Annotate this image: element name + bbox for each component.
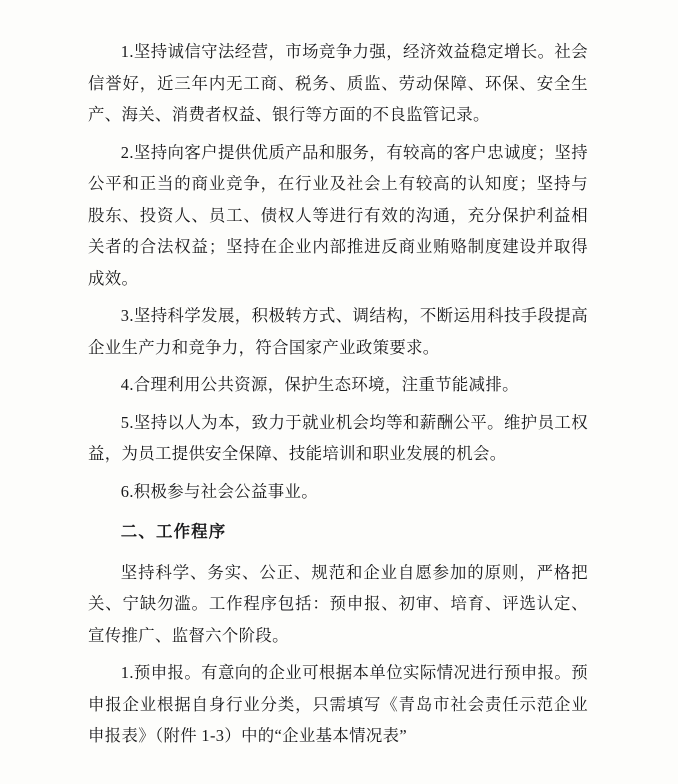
document-body: [88, 36, 588, 754]
paragraph-procedure-principles: 坚持科学、务实、公正、规范和企业自愿参加的原则，严格把关、宁缺勿滥。工作程序包括：预申报、初审、培育、评选认定、宣传推广、监督六个阶段。: [88, 562, 588, 645]
section-heading-work-procedure: 二、工作程序: [120, 522, 227, 541]
paragraph-item-3-science: 3.坚持科学发展，积极转方式、调结构，不断运用科技手段提高企业生产力和竞争力，符合国家产业政策要求。: [88, 306, 588, 357]
paragraph-item-5-people: 5.坚持以人为本，致力于就业机会均等和薪酬公平。维护员工权益，为员工提供安全保障、技能培训和职业发展的机会。: [88, 412, 588, 463]
paragraph-spacer: [88, 550, 588, 557]
paragraph-item-4-resources: 4.合理利用公共资源，保护生态环境，注重节能减排。: [120, 375, 519, 394]
paragraph-item-2-customer: 2.坚持向客户提供优质产品和服务，有较高的客户忠诚度；坚持公平和正当的商业竞争，在行业及社会上有较高的认知度；坚持与股东、投资人、员工、债权人等进行有效的沟通，充分保护利益相关者的合法权益；坚持在企业内部推进反商业贿赂制度建设并取得成效。: [88, 142, 588, 288]
paragraph-procedure-step-1: 1.预申报。有意向的企业可根据本单位实际情况进行预申报。预申报企业根据自身行业分类，只需填写《青岛市社会责任示范企业申报表》（附件 1-3）中的“企业基本情况表”: [88, 663, 588, 745]
paragraph-item-6-public-welfare: 6.积极参与社会公益事业。: [120, 481, 318, 501]
paragraph-spacer: [88, 509, 588, 516]
paragraph-item-1-integrity: 1.坚持诚信守法经营，市场竞争力强，经济效益稳定增长。社会信誉好，近三年内无工商、税务、质监、劳动保障、环保、安全生产、海关、消费者权益、银行等方面的不良监管记录。: [88, 42, 588, 124]
